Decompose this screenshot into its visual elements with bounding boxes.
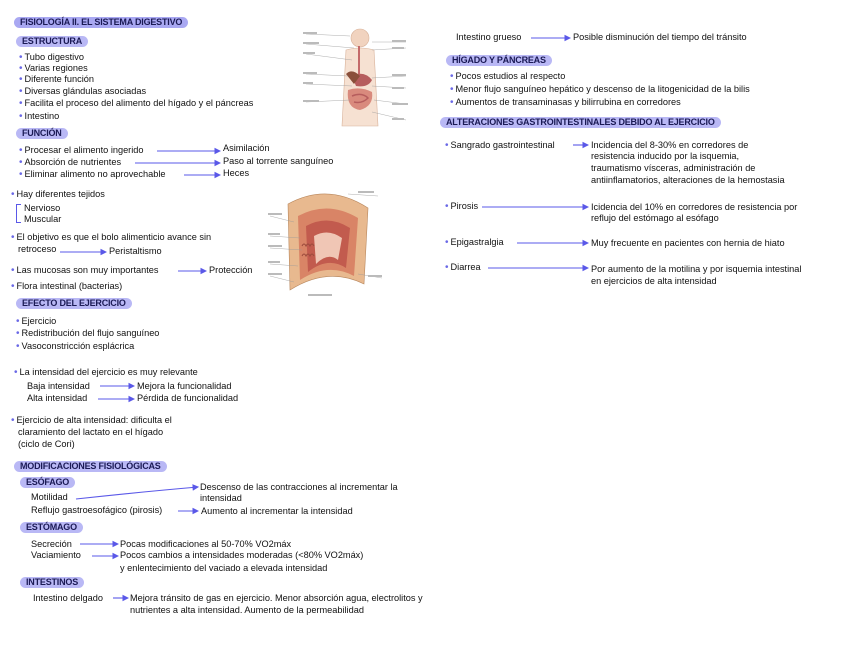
- delgado-result-2: nutrientes a alta intensidad. Aumento de la permeabilidad: [130, 605, 364, 615]
- estructura-item: • Intestino: [19, 111, 59, 122]
- objetivo-text: • El objetivo es que el bolo alimenticio avance sin: [11, 232, 211, 243]
- intensidad-text: • La intensidad del ejercicio es muy relevante: [14, 367, 198, 378]
- alta-text-3: (ciclo de Cori): [18, 439, 75, 449]
- mucosas-text: • Las mucosas son muy importantes: [11, 265, 158, 276]
- tejidos-bracket: [16, 204, 21, 223]
- efecto-item: • Vasoconstricción esplácrica: [16, 341, 134, 352]
- efecto-heading: EFECTO DEL EJERCICIO: [16, 298, 132, 309]
- vaciamiento-result-2: y enlentecimiento del vaciado a elevada intensidad: [120, 563, 328, 573]
- estructura-item: • Diferente función: [19, 74, 94, 85]
- funcion-result: Heces: [223, 168, 250, 178]
- sangrado-result: Incidencia del 8-30% en corredores de: [591, 140, 749, 150]
- secrecion-text: Secreción: [31, 539, 72, 549]
- arrow-motilidad: [76, 487, 198, 499]
- tejido-item: Nervioso: [24, 203, 61, 213]
- estructura-item: • Varias regiones: [19, 63, 88, 74]
- pirosis-result: Icidencia del 10% en corredores de resistencia por: [591, 202, 798, 212]
- motilidad-result-1: Descenso de las contracciones al incrementar la: [200, 482, 398, 492]
- funcion-item: • Absorción de nutrientes: [19, 157, 121, 168]
- modificaciones-heading: MODIFICACIONES FISIOLÓGICAS: [14, 461, 167, 472]
- delgado-result-1: Mejora tránsito de gas en ejercicio. Menor absorción agua, electrolitos y: [130, 593, 423, 603]
- funcion-result: Paso al torrente sanguíneo: [223, 156, 334, 166]
- baja-intensidad: Baja intensidad: [27, 381, 90, 391]
- funcion-item: • Eliminar alimento no aprovechable: [19, 169, 165, 180]
- motilidad-text: Motilidad: [31, 492, 68, 502]
- funcion-item: • Procesar el alimento ingerido: [19, 145, 144, 156]
- estructura-item: • Diversas glándulas asociadas: [19, 86, 146, 97]
- pirosis-text: • Pirosis: [445, 201, 478, 212]
- higado-item: • Pocos estudios al respecto: [450, 71, 565, 82]
- intestinos-heading: INTESTINOS: [20, 577, 84, 588]
- estructura-item: • Tubo digestivo: [19, 52, 84, 63]
- proteccion-text: Protección: [209, 265, 253, 275]
- sangrado-result: resistencia inducido por la isquemia,: [591, 151, 740, 161]
- vaciamiento-text: Vaciamiento: [31, 550, 81, 560]
- diarrea-result: en ejercicios de alta intensidad: [591, 276, 717, 286]
- tejido-item: Muscular: [24, 214, 62, 224]
- sangrado-result: traumatismo vísceras, administración de: [591, 163, 756, 173]
- esofago-heading: ESÓFAGO: [20, 477, 75, 488]
- higado-item: • Menor flujo sanguíneo hepático y descenso de la litogenicidad de la bilis: [450, 84, 750, 95]
- sangrado-result: antiinflamatorios, alteraciones de la hemostasia: [591, 175, 785, 185]
- estomago-heading: ESTÓMAGO: [20, 522, 83, 533]
- delgado-text: Intestino delgado: [33, 593, 103, 603]
- grueso-result: Posible disminución del tiempo del tránsito: [573, 32, 747, 42]
- objetivo-text-2: retroceso: [18, 244, 57, 254]
- secrecion-result: Pocas modificaciones al 50-70% VO2máx: [120, 539, 292, 549]
- alta-text-1: • Ejercicio de alta intensidad: dificulta el: [11, 415, 172, 426]
- estructura-item: • Facilita el proceso del alimento del hígado y el páncreas: [19, 98, 253, 109]
- efecto-item: • Ejercicio: [16, 316, 56, 327]
- flora-text: • Flora intestinal (bacterias): [11, 281, 122, 292]
- alteraciones-heading: ALTERACIONES GASTROINTESTINALES DEBIDO AL EJERCICIO: [440, 117, 721, 128]
- epigastralgia-text: • Epigastralgia: [445, 237, 504, 248]
- baja-result: Mejora la funcionalidad: [137, 381, 232, 391]
- epigastralgia-result: Muy frecuente en pacientes con hernia de hiato: [591, 238, 785, 248]
- alta-text-2: claramiento del lactato en el hígado: [18, 427, 164, 437]
- reflujo-result: Aumento al incrementar la intensidad: [201, 506, 353, 516]
- page-title: FISIOLOGÍA II. EL SISTEMA DIGESTIVO: [14, 17, 188, 28]
- alta-intensidad: Alta intensidad: [27, 393, 88, 403]
- tejidos-text: • Hay diferentes tejidos: [11, 189, 105, 200]
- alta-result: Pérdida de funcionalidad: [137, 393, 239, 403]
- funcion-heading: FUNCIÓN: [16, 128, 68, 139]
- efecto-item: • Redistribución del flujo sanguíneo: [16, 328, 159, 339]
- vaciamiento-result-1: Pocos cambios a intensidades moderadas (<80% VO2máx): [120, 550, 364, 560]
- digestive-system-figure: [302, 26, 412, 136]
- reflujo-text: Reflujo gastroesofágico (pirosis): [31, 505, 163, 515]
- intestinal-wall-figure: [268, 186, 386, 306]
- higado-item: • Aumentos de transaminasas y bilirrubina en corredores: [450, 97, 681, 108]
- peristaltismo-text: Peristaltismo: [109, 246, 162, 256]
- motilidad-result-2: intensidad: [200, 493, 242, 503]
- diarrea-result: Por aumento de la motilina y por isquemia intestinal: [591, 264, 802, 274]
- higado-heading: HÍGADO Y PÁNCREAS: [446, 55, 552, 66]
- estructura-heading: ESTRUCTURA: [16, 36, 88, 47]
- grueso-text: Intestino grueso: [456, 32, 522, 42]
- pirosis-result: reflujo del estómago al esófago: [591, 213, 719, 223]
- diarrea-text: • Diarrea: [445, 262, 481, 273]
- sangrado-text: • Sangrado gastrointestinal: [445, 140, 555, 151]
- funcion-result: Asimilación: [223, 143, 270, 153]
